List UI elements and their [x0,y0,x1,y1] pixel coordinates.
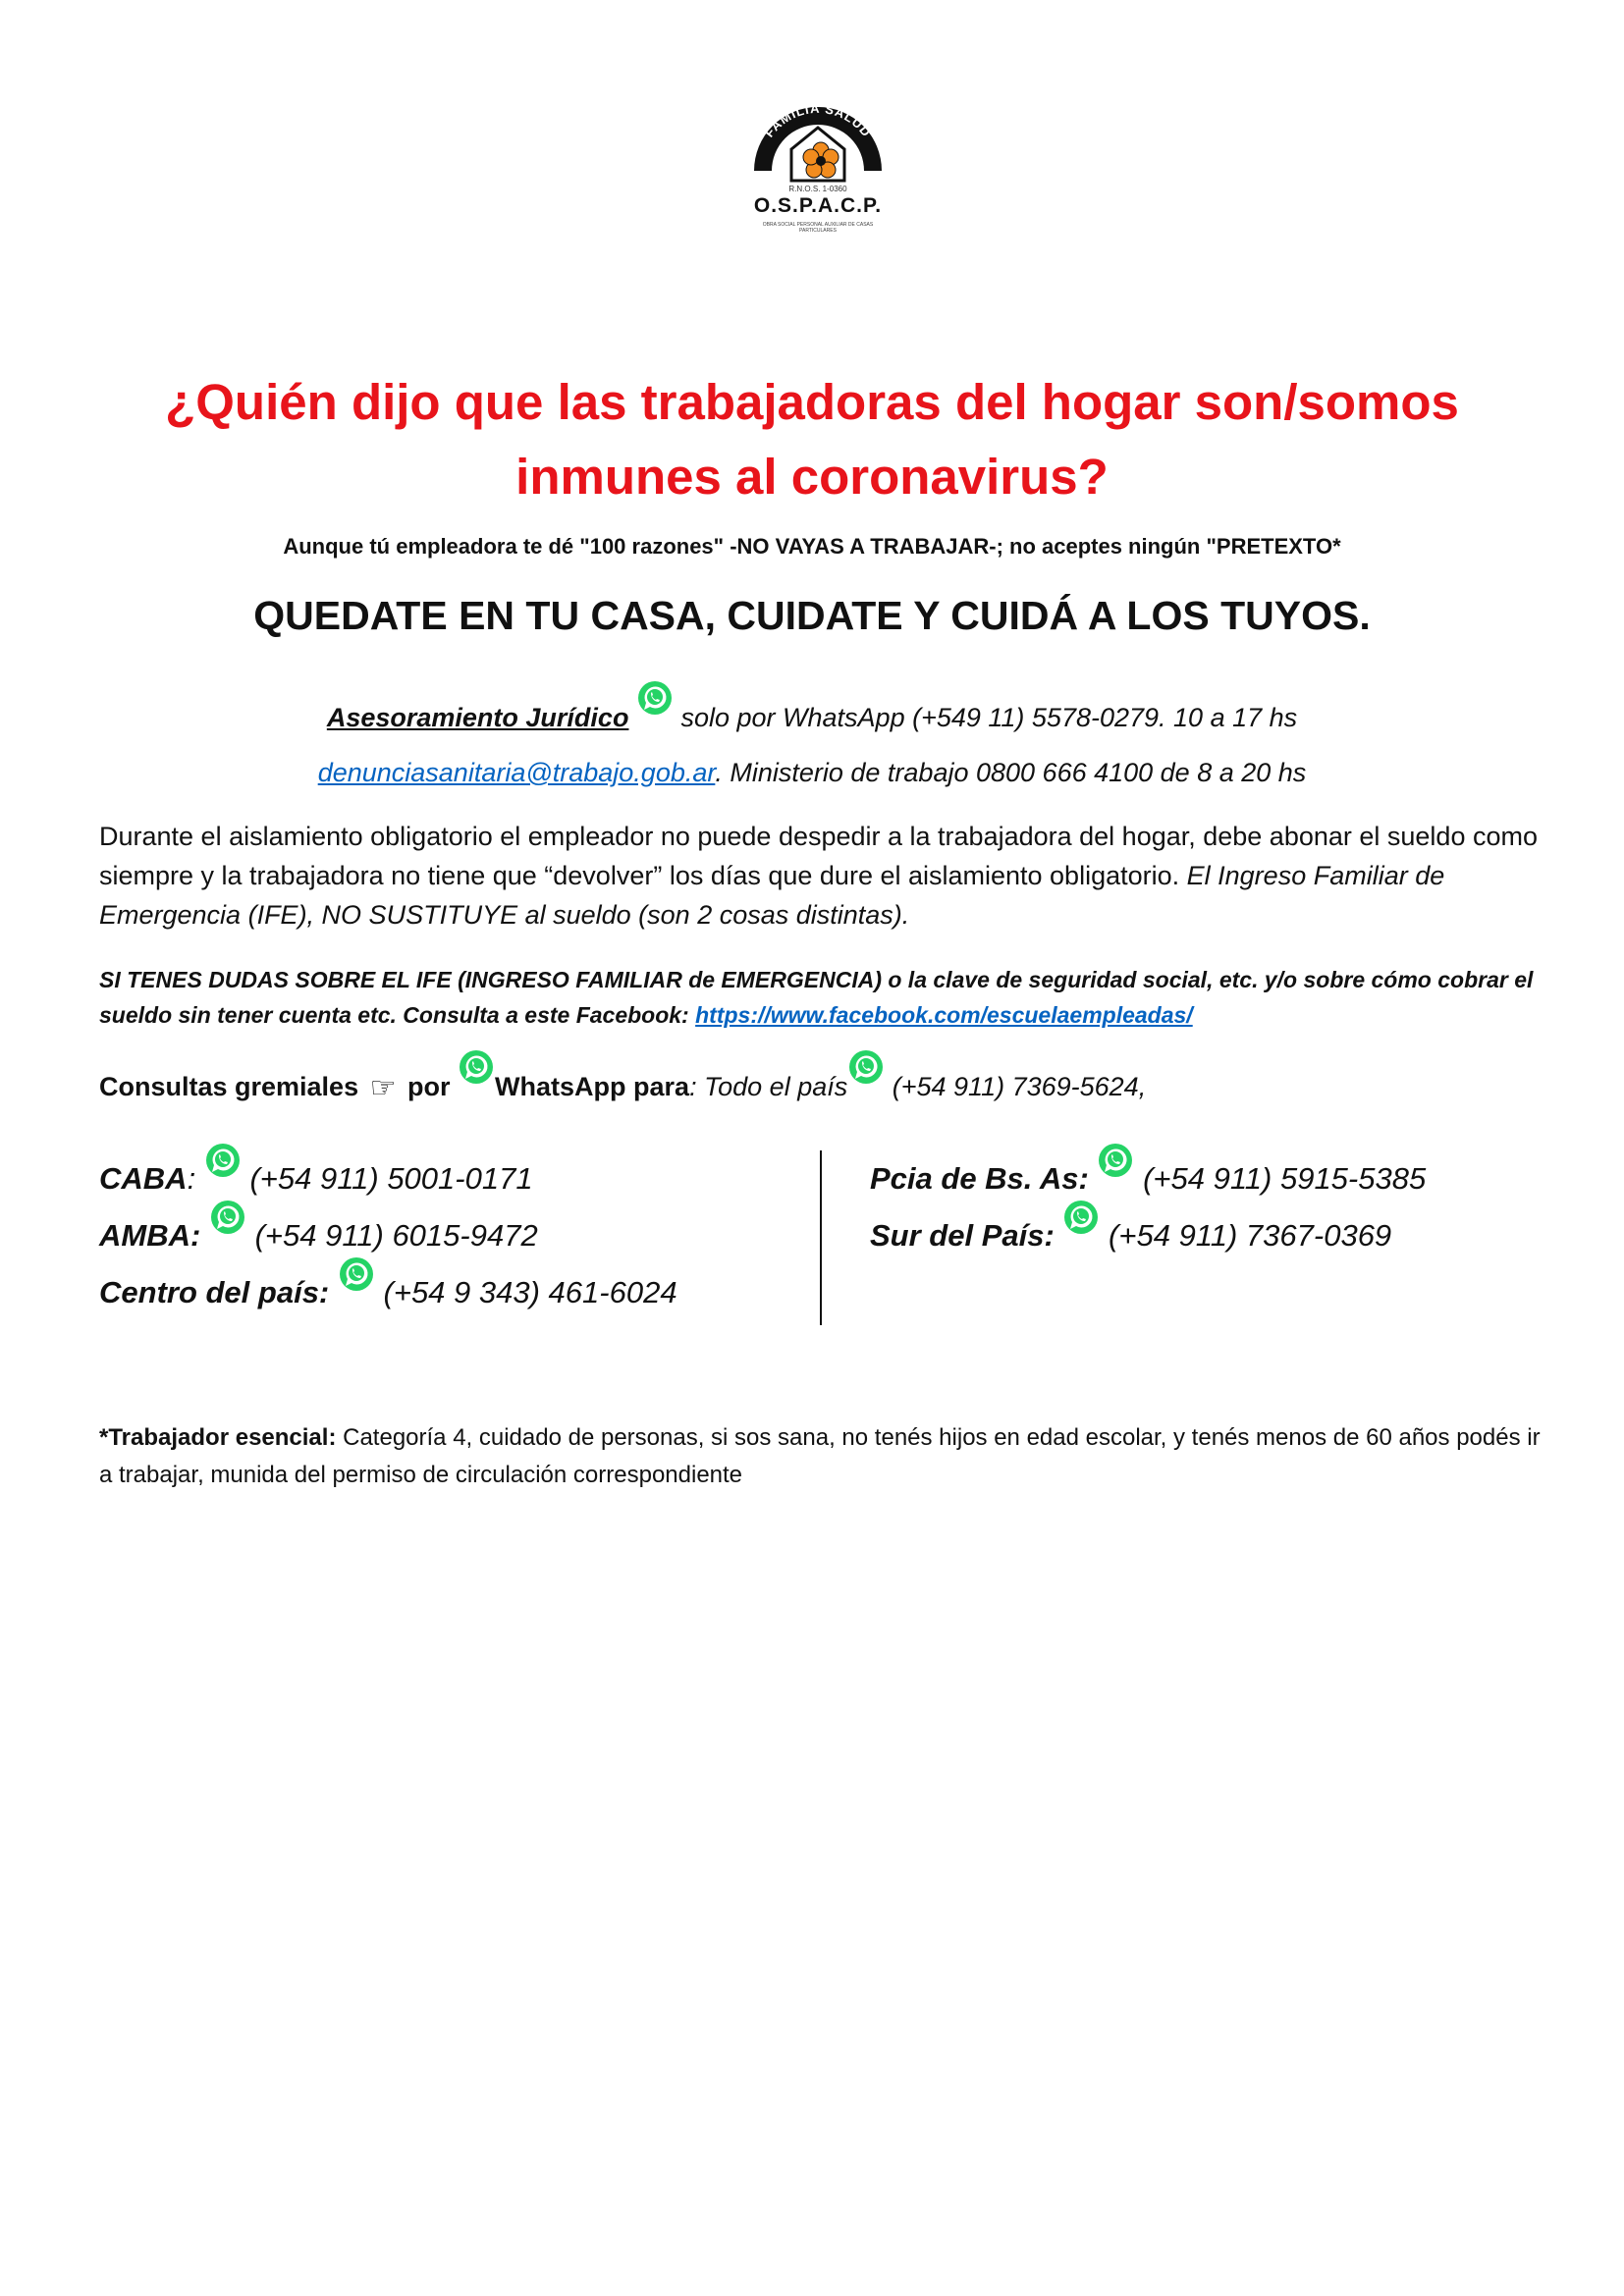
legal-advice-text: solo por WhatsApp (+549 11) 5578-0279. 10 a 17 hs [680,703,1298,732]
logo-org-name: O.S.P.A.C.P. [753,194,883,217]
whatsapp-icon [636,679,674,717]
region-row [870,1207,1557,1264]
email-link[interactable]: denunciasanitaria@trabajo.gob.ar [317,758,716,787]
logo-org-fullname: OBRA SOCIAL PERSONAL AUXILIAR DE CASAS PARTICULARES [762,222,874,234]
legal-advice-label: Asesoramiento Jurídico [326,703,629,732]
region-phone: (+54 911) 6015-9472 [254,1218,538,1253]
region-phone: (+54 9 343) 461-6024 [383,1275,677,1309]
column-divider [820,1150,822,1325]
whatsapp-icon [458,1048,495,1086]
essential-worker-label: *Trabajador esencial: [99,1424,337,1451]
ife-note: El Ingreso Familiar de Emergencia (IFE), NO SUSTITUYE al sueldo (son 2 cosas distintas). [99,861,1445,930]
region-phone: (+54 911) 5915-5385 [1143,1161,1427,1196]
region-row [99,1150,786,1207]
whatsapp-icon [204,1142,242,1179]
union-consults-label: Consultas gremiales [99,1072,359,1101]
title-line-1: ¿Quién dijo que las trabajadoras del hogar son/somos [165,374,1459,430]
region-label: Centro del país: [99,1275,330,1309]
whatsapp-icon [847,1048,885,1086]
pointing-hand-icon: ☞ [369,1072,397,1104]
union-phone: (+54 911) 7369-5624, [892,1072,1147,1101]
logo-rnos: R.N.O.S. 1-0360 [788,185,847,193]
region-label: AMBA: [99,1218,201,1253]
headline: QUEDATE EN TU CASA, CUIDATE Y CUIDÁ A LOS TUYOS. [253,593,1371,638]
union-todo-el-pais: Todo el país [704,1072,848,1101]
ife-text: SI TENES DUDAS SOBRE EL IFE (INGRESO FAMILIAR de EMERGENCIA) o la clave de seguridad social, etc. y/o sobre cómo cobrar el sueldo sin tener cuenta etc. Consulta a este Facebook: [99,967,1534,1028]
ospacp-logo [744,100,892,238]
whatsapp-icon [338,1255,375,1293]
whatsapp-icon [1097,1142,1134,1179]
region-row [99,1207,786,1264]
whatsapp-icon [209,1199,246,1236]
region-phone: (+54 911) 7367-0369 [1109,1218,1392,1253]
title-line-2: inmunes al coronavirus? [515,449,1109,505]
region-phone: (+54 911) 5001-0171 [249,1161,533,1196]
contact-line [98,758,1526,788]
logo-arc-text: FAMILIA SALUD [761,100,875,140]
essential-worker-note [99,1419,1552,1494]
ministry-text: . Ministerio de trabajo 0800 666 4100 de 8 a 20 hs [715,758,1307,787]
page-title [98,365,1526,514]
region-sep: : [187,1161,196,1196]
regions-right [870,1150,1557,1264]
regions-left [99,1150,786,1321]
facebook-link[interactable]: https://www.facebook.com/escuelaempleadas/ [695,1002,1193,1028]
union-por: por [407,1072,451,1101]
subtitle: Aunque tú empleadora te dé "100 razones" -NO VAYAS A TRABAJAR-; no aceptes ningún "PRETEXTO* [283,534,1341,559]
isolation-text: Durante el aislamiento obligatorio el empleador no puede despedir a la trabajadora del hogar, debe abonar el sueldo como siempre y la trabajadora no tiene que “devolver” los días que dure el aislamiento obligatorio. [99,822,1538,890]
region-row [870,1150,1557,1207]
essential-worker-text: Categoría 4, cuidado de personas, si sos sana, no tenés hijos en edad escolar, y tenés menos de 60 años podés ir a trabajar, munida del permiso de circulación correspondiente [99,1424,1541,1488]
union-consults-line [99,1062,1552,1105]
isolation-paragraph [99,817,1552,934]
union-whatsapp: WhatsApp para [495,1072,690,1101]
region-label: CABA [99,1161,188,1196]
union-colon: : [689,1072,697,1101]
region-label: Sur del País: [870,1218,1055,1253]
region-label: Pcia de Bs. As: [870,1161,1089,1196]
legal-advice-line [98,693,1526,733]
region-row [99,1264,786,1321]
whatsapp-icon [1062,1199,1100,1236]
ife-paragraph [99,962,1552,1033]
